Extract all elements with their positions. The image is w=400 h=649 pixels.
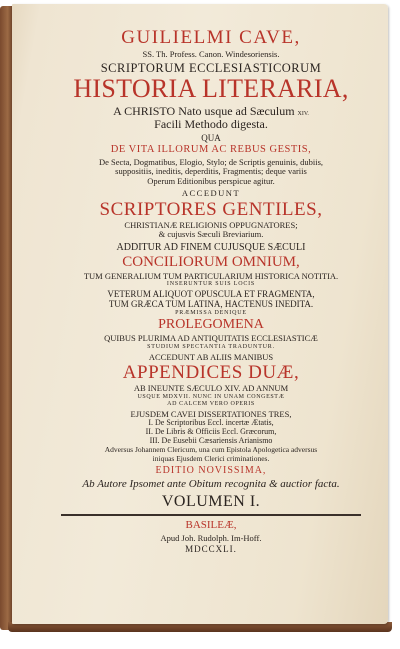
conciliorum-omnium: CONCILIORUM OMNIUM, <box>122 253 300 270</box>
ejusdem-line: EJUSDEM CAVEI DISSERTATIONES TRES, <box>130 408 292 419</box>
tum-generalium-line: TUM GENERALIUM TUM PARTICULARIUM HISTORICA NOTITIA. <box>83 270 339 281</box>
accedunt-ab-aliis-line: ACCEDUNT AB ALIIS MANIBUS <box>148 351 274 362</box>
additur-line: ADDITUR AD FINEM CUJUSQUE SÆCULI <box>116 241 306 253</box>
adversus-line-2: iniquas Ejusdem Clerici criminationes. <box>152 453 270 463</box>
quibus-line: QUIBUS PLURIMA AD ANTIQUITATIS ECCLESIASTICÆ <box>104 333 318 343</box>
author-name: GUILIELMI CAVE, <box>121 27 301 48</box>
description-line-3: Operum Editionibus perspicue agitur. <box>147 175 275 186</box>
ab-autore-line: Ab Autore Ipsomet ante Obitum recognita & auctior facta. <box>82 478 340 490</box>
accedunt-line: ACCEDUNT <box>181 188 241 198</box>
description-line-1: De Secta, Dogmatibus, Elogio, Stylo; de Scriptis genuinis, dubiis, <box>98 156 324 167</box>
dissertation-3: III. De Eusebii Cæsariensis Arianismo <box>149 436 273 445</box>
studium-line: STUDIUM SPECTANTIA TRADUNTUR. <box>147 343 275 350</box>
appendices-duae: APPENDICES DUÆ, <box>122 362 300 383</box>
period-line <box>32 105 390 117</box>
dissertation-2: II. De Libris & Officiis Eccl. Græcorum, <box>145 427 277 436</box>
editio-novissima: EDITIO NOVISSIMA, <box>155 465 267 476</box>
ab-ineunte-line: AB INEUNTE SÆCULO XIV. AD ANNUM <box>133 383 289 393</box>
horizontal-rule <box>61 514 361 516</box>
author-titles: SS. Th. Profess. Canon. Windesoriensis. <box>142 49 280 59</box>
praemissa-line: PRÆMISSA DENIQUE <box>175 310 247 316</box>
imprint-printer: Apud Joh. Rudolph. Im-Hoff. <box>160 532 262 543</box>
adversus-line-1: Adversus Johannem Clericum, una cum Epistola Apologetica adversus <box>104 445 318 454</box>
ad-calcem-line: AD CALCEM VERO OPERIS <box>167 400 255 407</box>
inseruntur-line: INSERUNTUR SUIS LOCIS <box>166 281 256 287</box>
christianae-line: CHRISTIANÆ RELIGIONIS OPPUGNATORES; <box>124 219 298 230</box>
period-rest: Nato usque ad Sæculum <box>178 104 295 118</box>
title-page-text <box>32 24 390 554</box>
scriptores-gentiles: SCRIPTORES GENTILES, <box>99 198 323 220</box>
title-page <box>12 4 388 624</box>
qua-line: QUA <box>201 133 221 143</box>
usque-line: USQUE MDXVII. NUNC IN UNAM CONGESTÆ <box>137 393 285 400</box>
period-century: XIV. <box>297 111 309 117</box>
de-vita-line: DE VITA ILLORUM AC REBUS GESTIS, <box>110 144 312 155</box>
main-title: HISTORIA LITERARIA, <box>73 74 349 103</box>
volume-number: VOLUMEN I. <box>161 493 261 510</box>
imprint-place: BASILEÆ, <box>185 518 237 531</box>
prolegomena: PROLEGOMENA <box>158 317 264 332</box>
method-line: Facili Methodo digesta. <box>154 117 268 131</box>
pre-title: SCRIPTORUM ECCLESIASTICORUM <box>100 60 322 75</box>
description-line-2: suppositiis, ineditis, deperditis, Fragmentis; deque variis <box>115 166 307 176</box>
imprint-year: MDCCXLI. <box>185 544 237 554</box>
breviarium-line: & cujusvis Sæculi Breviarium. <box>158 229 264 239</box>
dissertation-1: I. De Scriptoribus Eccl. incertæ Ætatis, <box>148 418 274 427</box>
tum-graeca-line: TUM GRÆCA TUM LATINA, HACTENUS INEDITA. <box>108 299 314 309</box>
period-prefix: A CHRISTO <box>113 104 176 118</box>
veterum-line: VETERUM ALIQUOT OPUSCULA ET FRAGMENTA, <box>107 289 315 299</box>
